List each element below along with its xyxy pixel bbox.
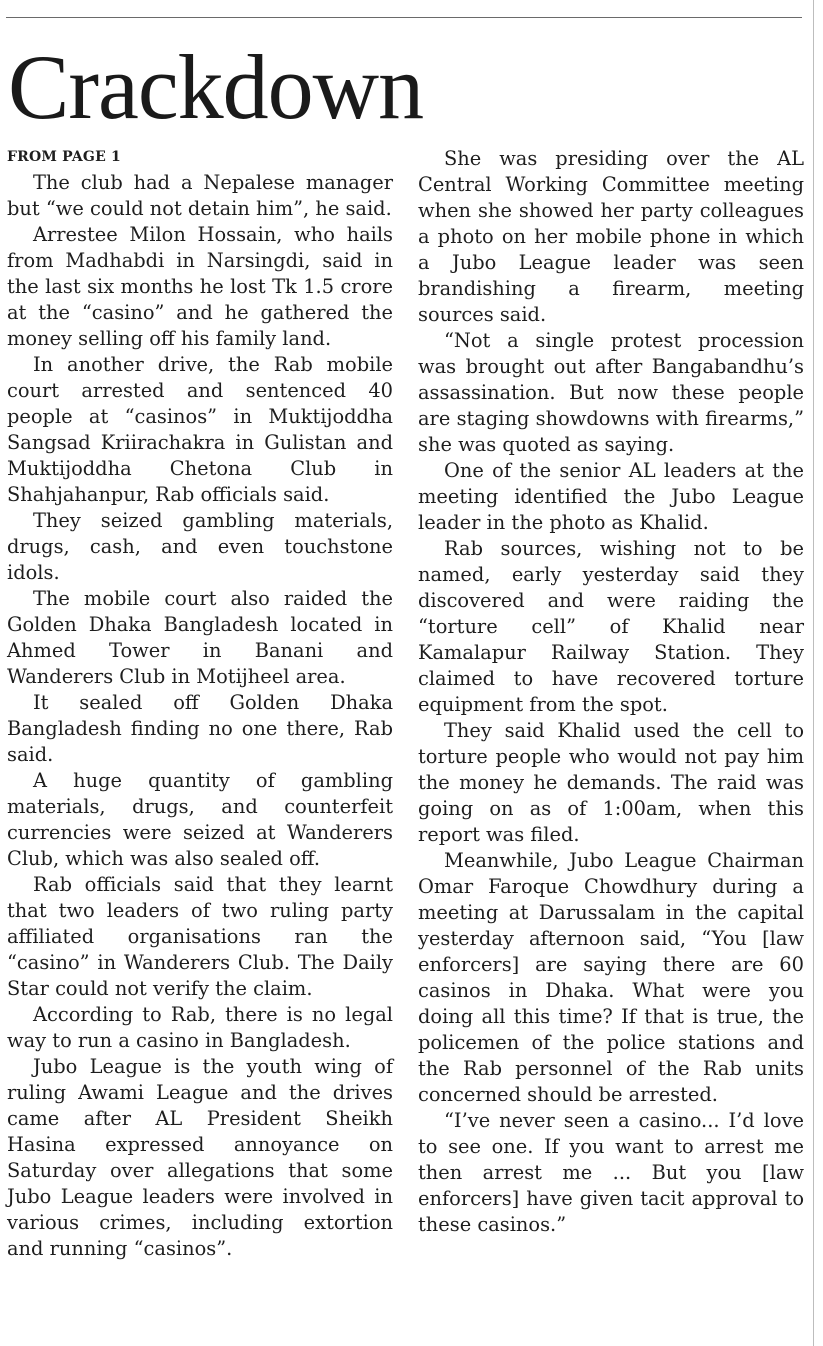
paragraph: Arrestee Milon Hossain, who hails from Madhabdi in Narsingdi, said in the last six months he lost Tk 1.5 crore at the “casino” and he gathered the money selling off his family land. [7, 223, 393, 350]
left-column [7, 146, 393, 1262]
paragraph: The mobile court also raided the Golden Dhaka Bangladesh located in Ahmed Tower in Banani and Wanderers Club in Motijheel area. [7, 587, 393, 688]
right-column [418, 146, 804, 1238]
paragraph: Rab sources, wishing not to be named, early yesterday said they discovered and were raiding the “torture cell” of Khalid near Kamalapur Railway Station. They claimed to have recovered torture equipment from the spot. [418, 537, 804, 716]
headline: Crackdown [8, 36, 424, 138]
paragraph: In another drive, the Rab mobile court arrested and sentenced 40 people at “casinos” in Muktijoddha Sangsad Kriirachakra in Gulistan and Muktijoddha Chetona Club in Shahjahanpur, Rab officials said. [7, 353, 393, 506]
right-margin-rule [813, 0, 814, 1346]
paragraph: A huge quantity of gambling materials, drugs, and counterfeit currencies were seized at Wanderers Club, which was also sealed off. [7, 769, 393, 870]
paragraph: “I’ve never seen a casino... I’d love to see one. If you want to arrest me then arrest me ... But you [law enforcers] have given tacit approval to these casinos.” [418, 1109, 804, 1236]
paragraph: She was presiding over the AL Central Working Committee meeting when she showed her party colleagues a photo on her mobile phone in which a Jubo League leader was seen brandishing a firearm, meeting sources said. [418, 147, 804, 326]
paragraph: Rab officials said that they learnt that two leaders of two ruling party affiliated organisations ran the “casino” in Wanderers Club. The Daily Star could not verify the claim. [7, 873, 393, 1000]
paragraph: One of the senior AL leaders at the meeting identified the Jubo League leader in the photo as Khalid. [418, 459, 804, 534]
paragraph: It sealed off Golden Dhaka Bangladesh finding no one there, Rab said. [7, 691, 393, 766]
jump-line: FROM PAGE 1 [7, 149, 121, 165]
paragraph: According to Rab, there is no legal way to run a casino in Bangladesh. [7, 1003, 393, 1052]
top-rule [6, 17, 802, 18]
paragraph: The club had a Nepalese manager but “we could not detain him”, he said. [7, 171, 393, 220]
paragraph: “Not a single protest procession was brought out after Bangabandhu’s assassination. But now these people are staging showdowns with firearms,” she was quoted as saying. [418, 329, 804, 456]
paragraph: They seized gambling materials, drugs, cash, and even touchstone idols. [7, 509, 393, 584]
paragraph: Meanwhile, Jubo League Chairman Omar Faroque Chowdhury during a meeting at Darussalam in the capital yesterday afternoon said, “You [law enforcers] are saying there are 60 casinos in Dhaka. What were you doing all this time? If that is true, the policemen of the police stations and the Rab personnel of the Rab units concerned should be arrested. [418, 849, 804, 1106]
paragraph: They said Khalid used the cell to torture people who would not pay him the money he demands. The raid was going on as of 1:00am, when this report was filed. [418, 719, 804, 846]
paragraph: Jubo League is the youth wing of ruling Awami League and the drives came after AL President Sheikh Hasina expressed annoyance on Saturday over allegations that some Jubo League leaders were involved in various crimes, including extortion and running “casinos”. [7, 1055, 393, 1260]
